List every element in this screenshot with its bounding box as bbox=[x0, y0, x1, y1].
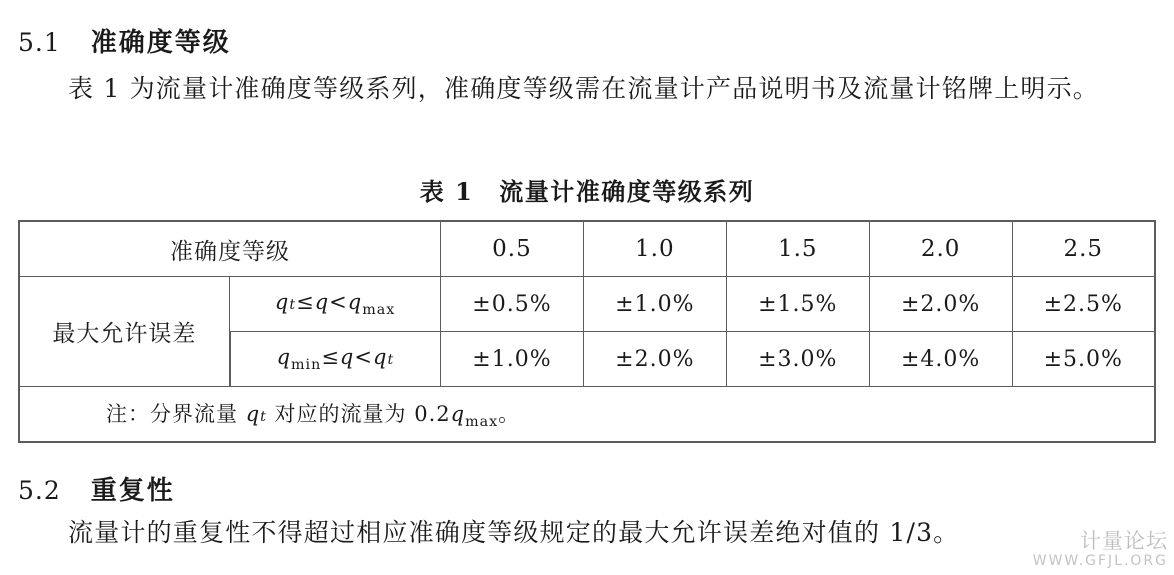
accuracy-class-table-wrapper bbox=[18, 220, 1156, 443]
section-heading-repeatability bbox=[18, 470, 175, 507]
table-row bbox=[19, 277, 1155, 332]
grade-value-1: 1.0 bbox=[583, 221, 726, 277]
error-value-r0c0: ±0.5% bbox=[441, 277, 584, 332]
watermark-url: WWW.GFJL.ORG bbox=[1032, 552, 1168, 569]
section-heading-accuracy bbox=[18, 22, 231, 59]
header-accuracy-grade: 准确度等级 bbox=[19, 221, 441, 277]
table-caption-title: 流量计准确度等级系列 bbox=[499, 177, 755, 206]
paragraph-accuracy: 表 1 为流量计准确度等级系列，准确度等级需在流量计产品说明书及流量计铭牌上明示。 bbox=[68, 74, 1100, 103]
watermark bbox=[1033, 529, 1168, 569]
header-max-permissible-error: 最大允许误差 bbox=[19, 277, 230, 387]
paragraph-repeatability: 流量计的重复性不得超过相应准确度等级规定的最大允许误差绝对值的 1/3。 bbox=[68, 518, 960, 547]
grade-value-0: 0.5 bbox=[441, 221, 584, 277]
section-title: 准确度等级 bbox=[90, 28, 231, 58]
table-row bbox=[19, 387, 1155, 443]
grade-value-2: 1.5 bbox=[726, 221, 869, 277]
section-title: 重复性 bbox=[90, 476, 175, 506]
condition-label-lower: $q_{min}\le q<qt$ bbox=[230, 332, 441, 387]
table-row bbox=[19, 221, 1155, 277]
table-caption-number: 表 1 bbox=[419, 177, 474, 206]
error-value-r1c4: ±5.0% bbox=[1012, 332, 1155, 387]
table-note: 注：分界流量 qt 对应的流量为 $0.2q_{max}$。 bbox=[19, 387, 1155, 443]
error-value-r1c0: ±1.0% bbox=[441, 332, 584, 387]
grade-value-3: 2.0 bbox=[869, 221, 1012, 277]
error-value-r1c1: ±2.0% bbox=[583, 332, 726, 387]
error-value-r0c2: ±1.5% bbox=[726, 277, 869, 332]
table-caption bbox=[0, 172, 1174, 207]
section-number: 5.1 bbox=[18, 28, 61, 57]
error-value-r1c3: ±4.0% bbox=[869, 332, 1012, 387]
grade-value-4: 2.5 bbox=[1012, 221, 1155, 277]
section-number: 5.2 bbox=[18, 476, 61, 505]
error-value-r0c3: ±2.0% bbox=[869, 277, 1012, 332]
error-value-r1c2: ±3.0% bbox=[726, 332, 869, 387]
watermark-main-text: 计量论坛 bbox=[1080, 528, 1168, 553]
condition-label-upper: $qt\le q<q_{max}$ bbox=[230, 277, 441, 332]
error-value-r0c1: ±1.0% bbox=[583, 277, 726, 332]
accuracy-class-table bbox=[18, 220, 1156, 443]
error-value-r0c4: ±2.5% bbox=[1012, 277, 1155, 332]
